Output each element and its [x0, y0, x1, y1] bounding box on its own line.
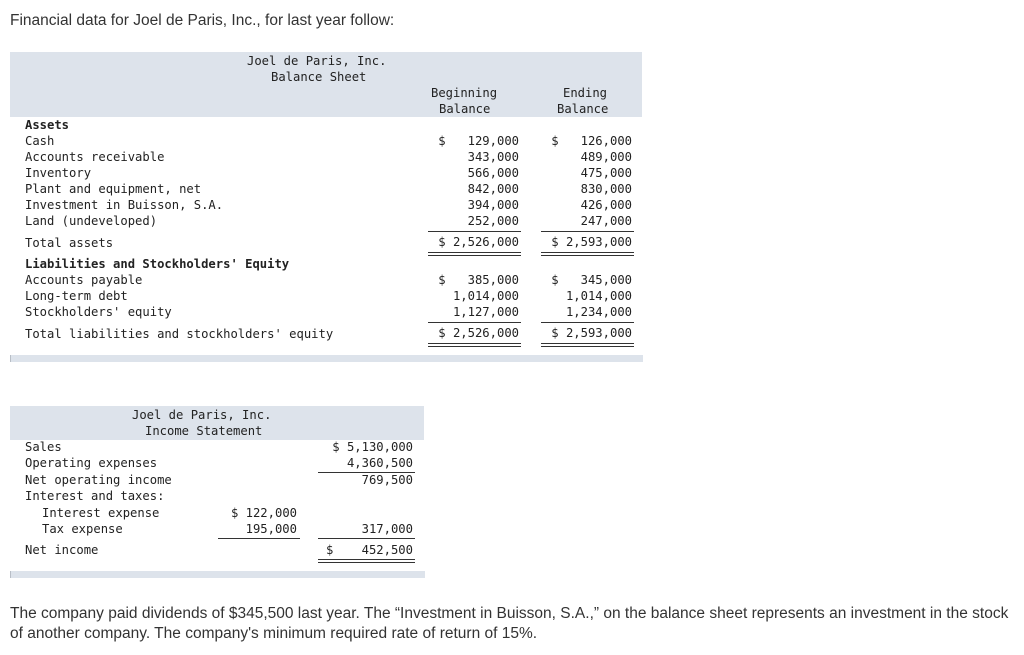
- double-underline: [428, 346, 521, 347]
- double-underline: [541, 346, 634, 347]
- asset-begin: 566,000: [467, 166, 519, 180]
- asset-label: Accounts receivable: [25, 150, 165, 164]
- liability-end: $ 345,000: [551, 273, 632, 287]
- double-underline: [541, 255, 634, 256]
- asset-end: 426,000: [580, 198, 632, 212]
- net-income-label: Net income: [25, 543, 99, 557]
- tax-label: Tax expense: [42, 522, 123, 536]
- double-underline: [541, 252, 634, 253]
- asset-end: $ 126,000: [551, 134, 632, 148]
- underline: [541, 231, 634, 232]
- sales-label: Sales: [25, 440, 62, 454]
- bs-company: Joel de Paris, Inc.: [247, 54, 387, 68]
- liability-begin: 1,127,000: [452, 305, 519, 319]
- total-assets-begin: $ 2,526,000: [438, 235, 519, 249]
- asset-begin: 252,000: [467, 214, 519, 228]
- outro-text: The company paid dividends of $345,500 last year. The “Investment in Buisson, S.A.,” on the balance sheet represents an investment in the stock of another company. The company's minimum required rate of return of 15%.: [10, 605, 1009, 642]
- liability-end: 1,014,000: [565, 289, 632, 303]
- double-underline: [541, 343, 634, 344]
- noi-value: 769,500: [361, 473, 413, 487]
- total-liab-end: $ 2,593,000: [551, 326, 632, 340]
- intro-text: Financial data for Joel de Paris, Inc., for last year follow:: [10, 12, 395, 29]
- asset-label: Investment in Buisson, S.A.: [25, 198, 224, 212]
- tax-value: 195,000: [245, 522, 297, 536]
- bs-title: Balance Sheet: [271, 70, 367, 84]
- balance-sheet-footer-bar: [10, 355, 643, 362]
- asset-begin: 394,000: [467, 198, 519, 212]
- interest-taxes-label: Interest and taxes:: [25, 489, 165, 503]
- liabilities-heading: Liabilities and Stockholders' Equity: [25, 257, 290, 271]
- bs-col-end-2: Balance: [557, 102, 609, 116]
- net-income-value: 452,500: [361, 543, 413, 557]
- bs-col-begin-1: Beginning: [431, 86, 498, 100]
- liability-begin: 1,014,000: [452, 289, 519, 303]
- is-title: Income Statement: [145, 424, 263, 438]
- liability-begin: $ 385,000: [438, 273, 519, 287]
- opex-value: 4,360,500: [346, 456, 413, 470]
- total-assets-label: Total assets: [25, 236, 114, 250]
- underline: [218, 538, 300, 539]
- double-underline: [428, 252, 521, 253]
- asset-begin: $ 129,000: [438, 134, 519, 148]
- asset-end: 247,000: [580, 214, 632, 228]
- asset-end: 830,000: [580, 182, 632, 196]
- asset-label: Cash: [25, 134, 55, 148]
- interest-value: $ 122,000: [230, 506, 297, 520]
- income-statement-footer-bar: [10, 571, 425, 578]
- asset-label: Inventory: [25, 166, 92, 180]
- liability-label: Accounts payable: [25, 273, 143, 287]
- double-underline: [318, 562, 415, 563]
- liability-end: 1,234,000: [565, 305, 632, 319]
- opex-label: Operating expenses: [25, 456, 158, 470]
- total-assets-end: $ 2,593,000: [551, 235, 632, 249]
- underline: [318, 538, 415, 539]
- bs-col-end-1: Ending: [563, 86, 608, 100]
- asset-begin: 842,000: [467, 182, 519, 196]
- asset-label: Plant and equipment, net: [25, 182, 202, 196]
- net-income-dollar: $: [326, 543, 334, 557]
- sales-value: $ 5,130,000: [332, 440, 413, 454]
- asset-label: Land (undeveloped): [25, 214, 158, 228]
- double-underline: [428, 255, 521, 256]
- asset-end: 489,000: [580, 150, 632, 164]
- total-liab-label: Total liabilities and stockholders' equity: [25, 327, 334, 341]
- liability-label: Stockholders' equity: [25, 305, 172, 319]
- double-underline: [318, 559, 415, 560]
- underline: [541, 322, 634, 323]
- liability-label: Long-term debt: [25, 289, 128, 303]
- tax-total-value: 317,000: [361, 522, 413, 536]
- assets-heading: Assets: [25, 118, 70, 132]
- interest-label: Interest expense: [42, 506, 160, 520]
- asset-end: 475,000: [580, 166, 632, 180]
- underline: [428, 231, 521, 232]
- underline: [428, 322, 521, 323]
- total-liab-begin: $ 2,526,000: [438, 326, 519, 340]
- bs-col-begin-2: Balance: [439, 102, 491, 116]
- asset-begin: 343,000: [467, 150, 519, 164]
- double-underline: [428, 343, 521, 344]
- noi-label: Net operating income: [25, 473, 172, 487]
- is-company: Joel de Paris, Inc.: [132, 408, 272, 422]
